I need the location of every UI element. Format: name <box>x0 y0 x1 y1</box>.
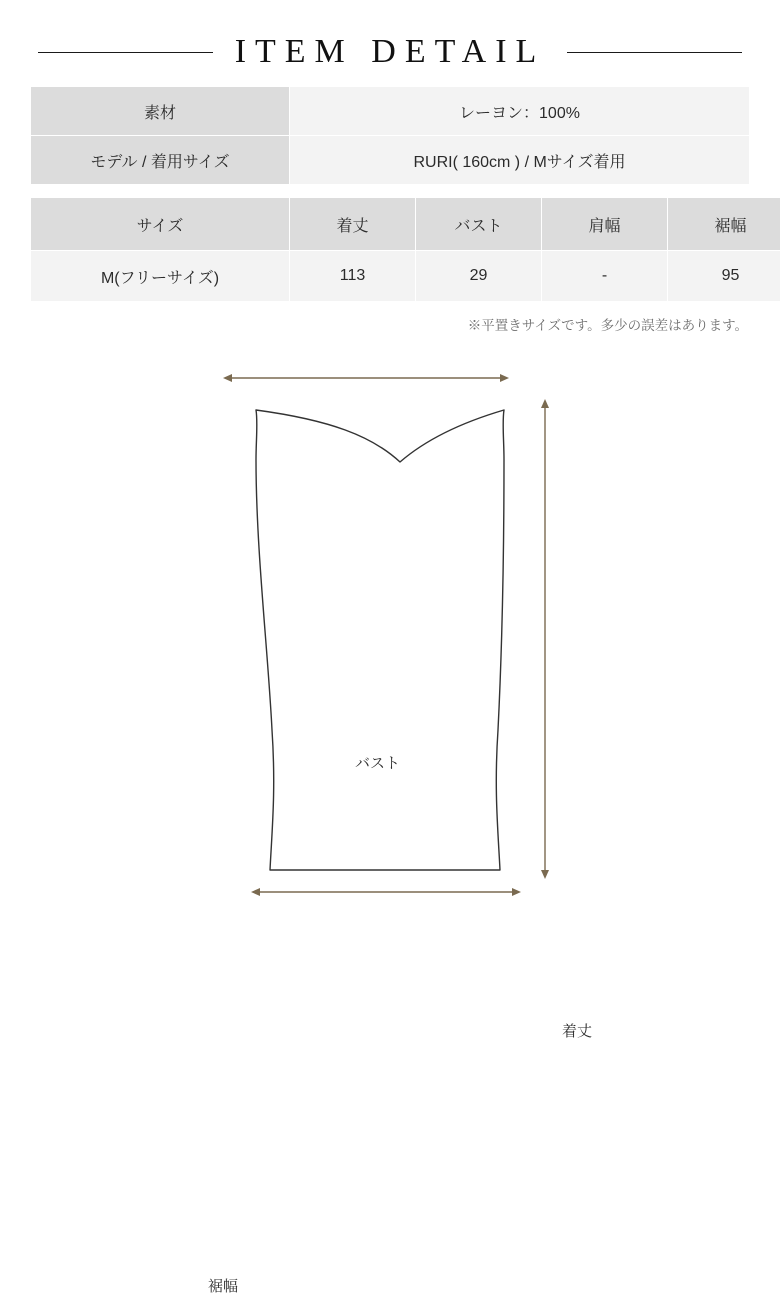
dress-outline <box>256 410 504 870</box>
hem-label: 裾幅 <box>208 1275 238 1296</box>
table-row <box>31 87 750 136</box>
header-rule-left <box>38 52 213 53</box>
info-label-model: モデル / 着用サイズ <box>31 136 290 185</box>
size-cell-hem: 95 <box>668 251 780 302</box>
table-row <box>31 136 750 185</box>
garment-diagram-svg <box>0 350 780 930</box>
size-header-size: サイズ <box>31 198 290 251</box>
page-title: ITEM DETAIL <box>213 33 568 71</box>
bust-label: バスト <box>355 752 400 773</box>
info-table <box>30 86 750 185</box>
size-header-bust: バスト <box>416 198 542 251</box>
size-cell-bust: 29 <box>416 251 542 302</box>
length-label: 着丈 <box>562 1020 592 1041</box>
size-cell-length: 113 <box>290 251 416 302</box>
size-header-hem: 裾幅 <box>668 198 780 251</box>
size-table <box>30 197 780 302</box>
size-header-length: 着丈 <box>290 198 416 251</box>
size-cell-size: M(フリーサイズ) <box>31 251 290 302</box>
garment-diagram <box>0 350 780 930</box>
size-cell-shoulder: - <box>542 251 668 302</box>
info-label-material: 素材 <box>31 87 290 136</box>
page-header <box>0 0 780 86</box>
table-row <box>31 251 780 302</box>
info-value-material: レーヨン：100% <box>290 87 750 136</box>
info-table-wrap <box>0 86 780 302</box>
header-rule-right <box>567 52 742 53</box>
info-value-model: RURI( 160cm ) / Mサイズ着用 <box>290 136 750 185</box>
size-header-shoulder: 肩幅 <box>542 198 668 251</box>
measurement-note: ※平置きサイズです。多少の誤差はあります。 <box>30 314 750 334</box>
table-header-row <box>31 198 780 251</box>
